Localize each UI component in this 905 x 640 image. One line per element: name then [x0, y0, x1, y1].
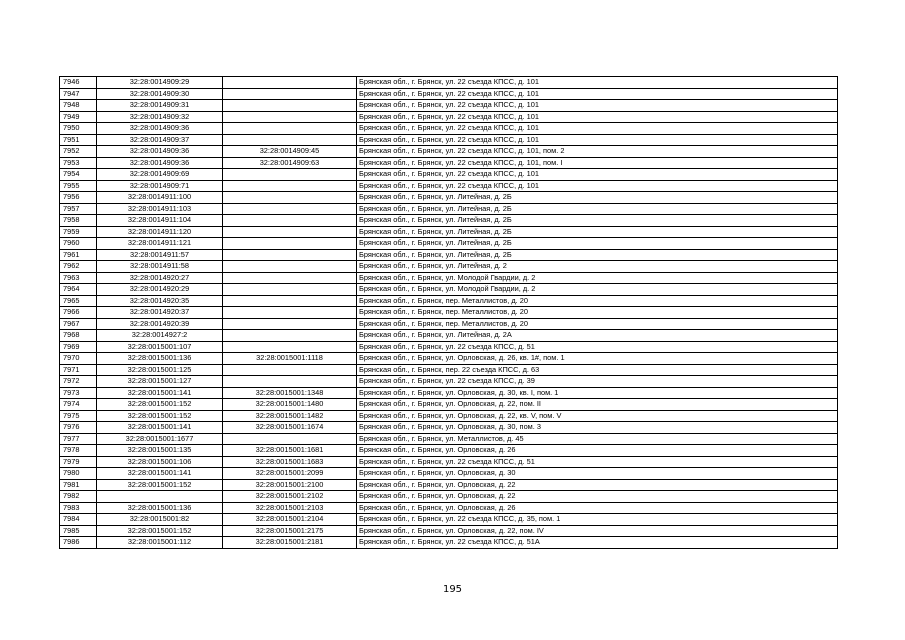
table-row: [60, 180, 838, 192]
parcel-cadastral-number-cell: 32:28:0014909:32: [97, 111, 223, 123]
premises-cadastral-number-cell: 32:28:0015001:2175: [223, 525, 357, 537]
table-row: [60, 100, 838, 112]
premises-cadastral-number-cell: [223, 238, 357, 250]
premises-cadastral-number-cell: 32:28:0015001:2103: [223, 502, 357, 514]
parcel-cadastral-number-cell: 32:28:0015001:152: [97, 479, 223, 491]
premises-cadastral-number-cell: [223, 364, 357, 376]
address-cell: Брянская обл., г. Брянск, ул. 22 съезда КПСС, д. 51А: [357, 537, 838, 549]
row-number-cell: 7955: [60, 180, 97, 192]
address-cell: Брянская обл., г. Брянск, ул. Металлистов, д. 45: [357, 433, 838, 445]
premises-cadastral-number-cell: [223, 77, 357, 89]
address-cell: Брянская обл., г. Брянск, ул. 22 съезда КПСС, д. 101: [357, 123, 838, 135]
table-row: [60, 479, 838, 491]
row-number-cell: 7959: [60, 226, 97, 238]
table-row: [60, 399, 838, 411]
table-row: [60, 295, 838, 307]
table-row: [60, 376, 838, 388]
parcel-cadastral-number-cell: 32:28:0014909:71: [97, 180, 223, 192]
registry-body: [60, 77, 838, 549]
row-number-cell: 7964: [60, 284, 97, 296]
property-registry-table: [59, 76, 838, 549]
parcel-cadastral-number-cell: 32:28:0015001:107: [97, 341, 223, 353]
table-row: [60, 353, 838, 365]
parcel-cadastral-number-cell: 32:28:0014920:39: [97, 318, 223, 330]
premises-cadastral-number-cell: [223, 376, 357, 388]
parcel-cadastral-number-cell: 32:28:0014909:37: [97, 134, 223, 146]
row-number-cell: 7983: [60, 502, 97, 514]
parcel-cadastral-number-cell: 32:28:0014911:103: [97, 203, 223, 215]
address-cell: Брянская обл., г. Брянск, ул. Орловская, д. 22, кв. V, пом. V: [357, 410, 838, 422]
premises-cadastral-number-cell: 32:28:0015001:2102: [223, 491, 357, 503]
address-cell: Брянская обл., г. Брянск, ул. Литейная, д. 2Б: [357, 215, 838, 227]
parcel-cadastral-number-cell: 32:28:0015001:141: [97, 387, 223, 399]
row-number-cell: 7946: [60, 77, 97, 89]
premises-cadastral-number-cell: 32:28:0015001:1683: [223, 456, 357, 468]
premises-cadastral-number-cell: [223, 318, 357, 330]
address-cell: Брянская обл., г. Брянск, пер. 22 съезда КПСС, д. 63: [357, 364, 838, 376]
premises-cadastral-number-cell: [223, 100, 357, 112]
table-row: [60, 146, 838, 158]
premises-cadastral-number-cell: 32:28:0015001:1348: [223, 387, 357, 399]
address-cell: Брянская обл., г. Брянск, пер. Металлистов, д. 20: [357, 295, 838, 307]
table-row: [60, 123, 838, 135]
address-cell: Брянская обл., г. Брянск, ул. Молодой Гвардии, д. 2: [357, 284, 838, 296]
premises-cadastral-number-cell: [223, 433, 357, 445]
table-row: [60, 88, 838, 100]
premises-cadastral-number-cell: [223, 88, 357, 100]
premises-cadastral-number-cell: 32:28:0015001:2181: [223, 537, 357, 549]
parcel-cadastral-number-cell: 32:28:0015001:136: [97, 502, 223, 514]
premises-cadastral-number-cell: 32:28:0015001:1674: [223, 422, 357, 434]
address-cell: Брянская обл., г. Брянск, ул. Орловская, д. 22, пом. IV: [357, 525, 838, 537]
premises-cadastral-number-cell: 32:28:0015001:1482: [223, 410, 357, 422]
address-cell: Брянская обл., г. Брянск, ул. Орловская, д. 30, пом. 3: [357, 422, 838, 434]
parcel-cadastral-number-cell: 32:28:0014911:58: [97, 261, 223, 273]
parcel-cadastral-number-cell: [97, 491, 223, 503]
page-number: 195: [442, 584, 463, 595]
address-cell: Брянская обл., г. Брянск, ул. 22 съезда КПСС, д. 101: [357, 111, 838, 123]
table-row: [60, 261, 838, 273]
address-cell: Брянская обл., г. Брянск, ул. 22 съезда КПСС, д. 101, пом. 2: [357, 146, 838, 158]
premises-cadastral-number-cell: [223, 215, 357, 227]
address-cell: Брянская обл., г. Брянск, ул. 22 съезда КПСС, д. 51: [357, 341, 838, 353]
row-number-cell: 7974: [60, 399, 97, 411]
premises-cadastral-number-cell: [223, 123, 357, 135]
row-number-cell: 7953: [60, 157, 97, 169]
row-number-cell: 7984: [60, 514, 97, 526]
parcel-cadastral-number-cell: 32:28:0015001:136: [97, 353, 223, 365]
table-row: [60, 284, 838, 296]
table-row: [60, 307, 838, 319]
table-row: [60, 468, 838, 480]
address-cell: Брянская обл., г. Брянск, ул. 22 съезда КПСС, д. 39: [357, 376, 838, 388]
premises-cadastral-number-cell: [223, 307, 357, 319]
parcel-cadastral-number-cell: 32:28:0015001:106: [97, 456, 223, 468]
premises-cadastral-number-cell: [223, 169, 357, 181]
address-cell: Брянская обл., г. Брянск, ул. 22 съезда КПСС, д. 101: [357, 180, 838, 192]
parcel-cadastral-number-cell: 32:28:0014920:37: [97, 307, 223, 319]
address-cell: Брянская обл., г. Брянск, ул. 22 съезда КПСС, д. 101, пом. I: [357, 157, 838, 169]
parcel-cadastral-number-cell: 32:28:0015001:152: [97, 410, 223, 422]
parcel-cadastral-number-cell: 32:28:0015001:127: [97, 376, 223, 388]
parcel-cadastral-number-cell: 32:28:0015001:152: [97, 399, 223, 411]
parcel-cadastral-number-cell: 32:28:0014920:27: [97, 272, 223, 284]
premises-cadastral-number-cell: [223, 261, 357, 273]
address-cell: Брянская обл., г. Брянск, пер. Металлистов, д. 20: [357, 307, 838, 319]
address-cell: Брянская обл., г. Брянск, ул. Орловская, д. 30, кв. I, пом. 1: [357, 387, 838, 399]
parcel-cadastral-number-cell: 32:28:0014911:120: [97, 226, 223, 238]
address-cell: Брянская обл., г. Брянск, ул. Литейная, д. 2Б: [357, 249, 838, 261]
parcel-cadastral-number-cell: 32:28:0015001:141: [97, 422, 223, 434]
table-row: [60, 226, 838, 238]
table-row: [60, 433, 838, 445]
premises-cadastral-number-cell: 32:28:0015001:2099: [223, 468, 357, 480]
parcel-cadastral-number-cell: 32:28:0014927:2: [97, 330, 223, 342]
table-row: [60, 203, 838, 215]
address-cell: Брянская обл., г. Брянск, пер. Металлистов, д. 20: [357, 318, 838, 330]
table-row: [60, 502, 838, 514]
premises-cadastral-number-cell: 32:28:0015001:1480: [223, 399, 357, 411]
address-cell: Брянская обл., г. Брянск, ул. Орловская, д. 30: [357, 468, 838, 480]
address-cell: Брянская обл., г. Брянск, ул. 22 съезда КПСС, д. 35, пом. 1: [357, 514, 838, 526]
address-cell: Брянская обл., г. Брянск, ул. 22 съезда КПСС, д. 101: [357, 77, 838, 89]
table-row: [60, 364, 838, 376]
premises-cadastral-number-cell: [223, 272, 357, 284]
row-number-cell: 7954: [60, 169, 97, 181]
premises-cadastral-number-cell: 32:28:0015001:1681: [223, 445, 357, 457]
parcel-cadastral-number-cell: 32:28:0015001:1677: [97, 433, 223, 445]
row-number-cell: 7979: [60, 456, 97, 468]
parcel-cadastral-number-cell: 32:28:0014909:29: [97, 77, 223, 89]
row-number-cell: 7969: [60, 341, 97, 353]
table-row: [60, 111, 838, 123]
row-number-cell: 7982: [60, 491, 97, 503]
premises-cadastral-number-cell: [223, 284, 357, 296]
parcel-cadastral-number-cell: 32:28:0014920:29: [97, 284, 223, 296]
table-row: [60, 249, 838, 261]
parcel-cadastral-number-cell: 32:28:0014909:36: [97, 123, 223, 135]
address-cell: Брянская обл., г. Брянск, ул. 22 съезда КПСС, д. 101: [357, 100, 838, 112]
table-row: [60, 525, 838, 537]
row-number-cell: 7951: [60, 134, 97, 146]
table-row: [60, 537, 838, 549]
address-cell: Брянская обл., г. Брянск, ул. Орловская, д. 26: [357, 445, 838, 457]
parcel-cadastral-number-cell: 32:28:0015001:135: [97, 445, 223, 457]
table-row: [60, 422, 838, 434]
table-row: [60, 514, 838, 526]
parcel-cadastral-number-cell: 32:28:0014909:36: [97, 157, 223, 169]
row-number-cell: 7978: [60, 445, 97, 457]
address-cell: Брянская обл., г. Брянск, ул. Литейная, д. 2: [357, 261, 838, 273]
address-cell: Брянская обл., г. Брянск, ул. Литейная, д. 2Б: [357, 192, 838, 204]
address-cell: Брянская обл., г. Брянск, ул. Молодой Гвардии, д. 2: [357, 272, 838, 284]
table-row: [60, 445, 838, 457]
premises-cadastral-number-cell: [223, 203, 357, 215]
row-number-cell: 7977: [60, 433, 97, 445]
premises-cadastral-number-cell: [223, 134, 357, 146]
table-row: [60, 410, 838, 422]
row-number-cell: 7960: [60, 238, 97, 250]
parcel-cadastral-number-cell: 32:28:0014911:57: [97, 249, 223, 261]
table-row: [60, 330, 838, 342]
parcel-cadastral-number-cell: 32:28:0015001:152: [97, 525, 223, 537]
premises-cadastral-number-cell: [223, 226, 357, 238]
premises-cadastral-number-cell: [223, 341, 357, 353]
address-cell: Брянская обл., г. Брянск, ул. Литейная, д. 2Б: [357, 203, 838, 215]
row-number-cell: 7970: [60, 353, 97, 365]
premises-cadastral-number-cell: [223, 295, 357, 307]
address-cell: Брянская обл., г. Брянск, ул. 22 съезда КПСС, д. 101: [357, 88, 838, 100]
table-row: [60, 341, 838, 353]
address-cell: Брянская обл., г. Брянск, ул. Орловская, д. 22: [357, 491, 838, 503]
parcel-cadastral-number-cell: 32:28:0014911:121: [97, 238, 223, 250]
parcel-cadastral-number-cell: 32:28:0015001:82: [97, 514, 223, 526]
premises-cadastral-number-cell: [223, 330, 357, 342]
parcel-cadastral-number-cell: 32:28:0014909:30: [97, 88, 223, 100]
address-cell: Брянская обл., г. Брянск, ул. Орловская, д. 26, кв. 1#, пом. 1: [357, 353, 838, 365]
table-row: [60, 387, 838, 399]
row-number-cell: 7968: [60, 330, 97, 342]
row-number-cell: 7961: [60, 249, 97, 261]
row-number-cell: 7981: [60, 479, 97, 491]
premises-cadastral-number-cell: [223, 180, 357, 192]
row-number-cell: 7973: [60, 387, 97, 399]
table-row: [60, 215, 838, 227]
address-cell: Брянская обл., г. Брянск, ул. 22 съезда КПСС, д. 101: [357, 134, 838, 146]
parcel-cadastral-number-cell: 32:28:0014909:31: [97, 100, 223, 112]
parcel-cadastral-number-cell: 32:28:0014909:69: [97, 169, 223, 181]
row-number-cell: 7980: [60, 468, 97, 480]
address-cell: Брянская обл., г. Брянск, ул. Литейная, д. 2Б: [357, 226, 838, 238]
row-number-cell: 7971: [60, 364, 97, 376]
row-number-cell: 7985: [60, 525, 97, 537]
row-number-cell: 7949: [60, 111, 97, 123]
premises-cadastral-number-cell: 32:28:0015001:2104: [223, 514, 357, 526]
table-row: [60, 134, 838, 146]
table-row: [60, 272, 838, 284]
table-row: [60, 77, 838, 89]
row-number-cell: 7956: [60, 192, 97, 204]
table-row: [60, 192, 838, 204]
table-row: [60, 318, 838, 330]
table-row: [60, 491, 838, 503]
table-row: [60, 456, 838, 468]
row-number-cell: 7972: [60, 376, 97, 388]
parcel-cadastral-number-cell: 32:28:0014920:35: [97, 295, 223, 307]
parcel-cadastral-number-cell: 32:28:0015001:141: [97, 468, 223, 480]
address-cell: Брянская обл., г. Брянск, ул. 22 съезда КПСС, д. 51: [357, 456, 838, 468]
premises-cadastral-number-cell: [223, 111, 357, 123]
row-number-cell: 7966: [60, 307, 97, 319]
row-number-cell: 7957: [60, 203, 97, 215]
row-number-cell: 7948: [60, 100, 97, 112]
parcel-cadastral-number-cell: 32:28:0014909:36: [97, 146, 223, 158]
parcel-cadastral-number-cell: 32:28:0015001:112: [97, 537, 223, 549]
row-number-cell: 7986: [60, 537, 97, 549]
premises-cadastral-number-cell: 32:28:0014909:45: [223, 146, 357, 158]
table-row: [60, 169, 838, 181]
row-number-cell: 7976: [60, 422, 97, 434]
table-row: [60, 157, 838, 169]
row-number-cell: 7975: [60, 410, 97, 422]
premises-cadastral-number-cell: 32:28:0014909:63: [223, 157, 357, 169]
table-row: [60, 238, 838, 250]
parcel-cadastral-number-cell: 32:28:0014911:104: [97, 215, 223, 227]
row-number-cell: 7958: [60, 215, 97, 227]
premises-cadastral-number-cell: 32:28:0015001:1118: [223, 353, 357, 365]
premises-cadastral-number-cell: [223, 249, 357, 261]
row-number-cell: 7952: [60, 146, 97, 158]
premises-cadastral-number-cell: [223, 192, 357, 204]
address-cell: Брянская обл., г. Брянск, ул. Орловская, д. 22, пом. II: [357, 399, 838, 411]
parcel-cadastral-number-cell: 32:28:0015001:125: [97, 364, 223, 376]
premises-cadastral-number-cell: 32:28:0015001:2100: [223, 479, 357, 491]
row-number-cell: 7947: [60, 88, 97, 100]
address-cell: Брянская обл., г. Брянск, ул. Литейная, д. 2А: [357, 330, 838, 342]
row-number-cell: 7950: [60, 123, 97, 135]
row-number-cell: 7965: [60, 295, 97, 307]
parcel-cadastral-number-cell: 32:28:0014911:100: [97, 192, 223, 204]
address-cell: Брянская обл., г. Брянск, ул. Орловская, д. 26: [357, 502, 838, 514]
row-number-cell: 7963: [60, 272, 97, 284]
address-cell: Брянская обл., г. Брянск, ул. Орловская, д. 22: [357, 479, 838, 491]
row-number-cell: 7967: [60, 318, 97, 330]
address-cell: Брянская обл., г. Брянск, ул. 22 съезда КПСС, д. 101: [357, 169, 838, 181]
row-number-cell: 7962: [60, 261, 97, 273]
address-cell: Брянская обл., г. Брянск, ул. Литейная, д. 2Б: [357, 238, 838, 250]
